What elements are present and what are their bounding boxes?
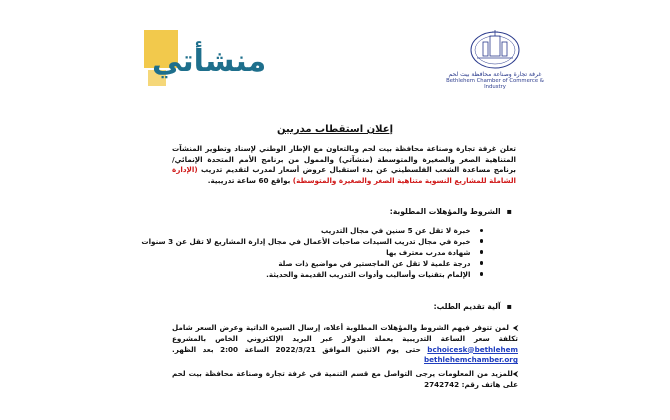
bullet-icon [480, 229, 484, 233]
list-item [141, 236, 483, 248]
intro-highlight: (الإدارة الشاملة للمشاريع النسوية متناهية الصغر والصغيرة والمتوسطة) [172, 165, 516, 185]
requirements-list [141, 226, 483, 281]
page-title [0, 124, 670, 135]
website-link[interactable]: bethlehemchamber.org [423, 355, 518, 365]
list-item-text: الإلمام بتقنيات وأساليب وأدوات التدريب القديمة والحديثة. [266, 269, 471, 279]
heading-bullet-icon: ▪ [506, 302, 512, 311]
application-heading [434, 302, 512, 311]
application-heading-text: آلية تقديم الطلب: [433, 302, 501, 311]
bullet-icon [480, 239, 484, 243]
list-item-text: خبرة لا تقل عن 5 سنين في مجال التدريب [320, 226, 471, 235]
bullet-icon [480, 250, 484, 254]
chamber-logo [440, 26, 550, 92]
arrow-bullet-icon: ⮜ [512, 369, 518, 378]
list-item-text: شهادة مدرب معترف بها [386, 247, 471, 257]
heading-bullet-icon: ▪ [506, 207, 512, 216]
chamber-name-english: Bethlehem Chamber of Commerce & Industry [446, 78, 544, 90]
intro-text: تعلن غرفة تجارة وصناعة محافظة بيت لحم وبالتعاون مع الإطار الوطني لإسناد وتطوير المنشآت المتناهية الصغر والصغيرة والمتوسطة (منشآتي) والممول من برنامج الأمم المتحدة الإنمائي/ برنامج مساعدة الشعب الفلسطيني عن بدء استقبال عروض أسعار لمدرب لتقديم تدريب [172, 144, 516, 175]
requirements-heading-text: الشروط والمؤهلات المطلوبة: [389, 207, 501, 216]
monshaati-logo [144, 30, 267, 92]
application-text: لمن تتوفر فيهم الشروط والمؤهلات المطلوبة أعلاه، إرسال السيرة الذاتية وعرض السعر شامل تكلفة سعر الساعة التدريبية بعملة الدولار عبر البريد الإلكتروني الخاص بالمشروع [172, 323, 518, 343]
intro-tail: بواقع 60 ساعة تدريبية. [207, 175, 291, 185]
list-item [183, 248, 483, 259]
intro-paragraph [172, 144, 516, 186]
more-info-text: للمزيد من المعلومات يرجى التواصل مع قسم التنمية في غرفة تجارة وصناعة محافظة بيت لحم على هاتف رقم: 2742742 [172, 369, 518, 389]
logo-word: منشأتي [152, 44, 267, 79]
title-text: إعلان استقطاب مدربين [277, 124, 393, 135]
application-paragraph [172, 323, 518, 366]
list-item [183, 226, 483, 237]
list-item [183, 270, 483, 281]
list-item-text: درجة علمية لا تقل عن الماجستير في مواضيع ذات صلة [278, 258, 471, 268]
bullet-icon [480, 261, 484, 265]
more-info-paragraph [172, 369, 518, 391]
bullet-icon [480, 272, 484, 276]
chamber-name-arabic: غرفة تجارة وصناعة محافظة بيت لحم [448, 71, 542, 78]
list-item [183, 259, 483, 270]
chamber-emblem-icon [469, 26, 521, 70]
deadline-text: حتى يوم الاثنين الموافق 2022/3/21 الساعة 2:00 بعد الظهر. [172, 344, 421, 354]
list-item-text: خبرة في مجال تدريب السيدات صاحبات الأعمال في مجال إدارة المشاريع لا تقل عن 3 سنوات [141, 236, 471, 246]
requirements-heading [390, 207, 512, 216]
email-link[interactable]: bchoicesk@bethlehem [427, 344, 518, 354]
arrow-bullet-icon: ⮜ [513, 324, 518, 332]
